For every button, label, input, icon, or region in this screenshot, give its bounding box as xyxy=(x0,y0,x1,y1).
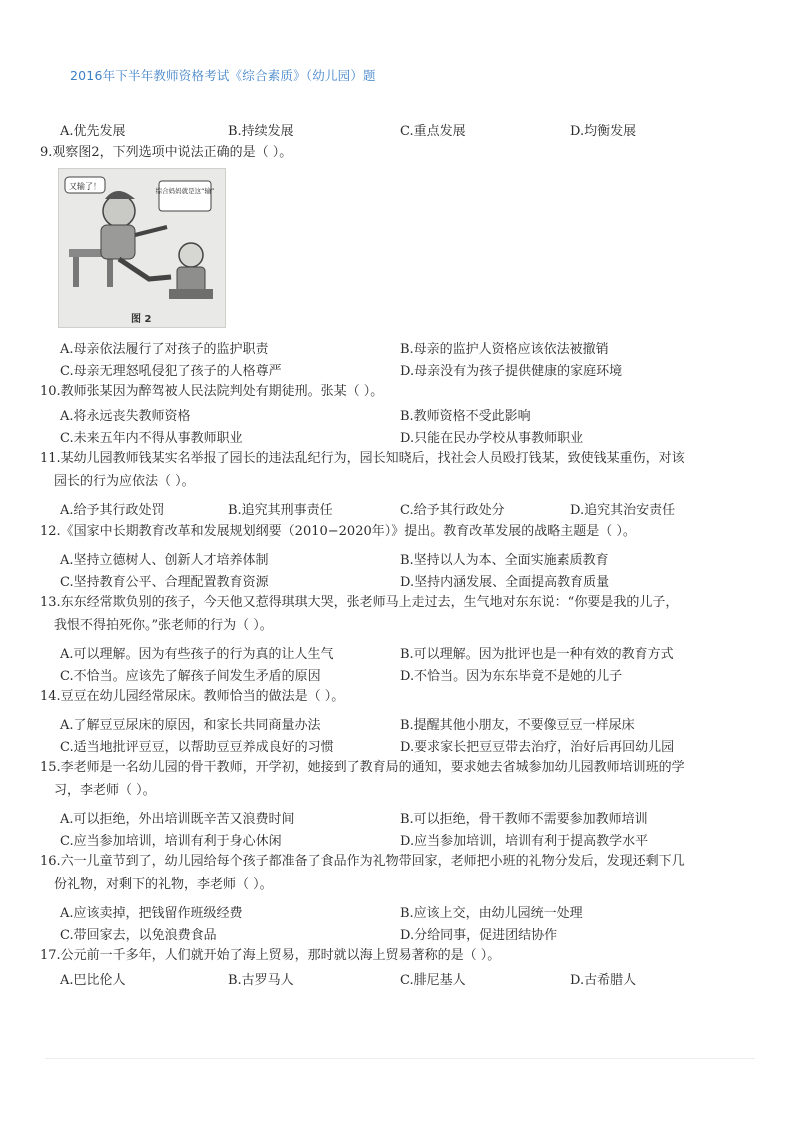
option-c[interactable]: C.给予其行政处分 xyxy=(400,503,505,518)
options-row xyxy=(40,403,760,425)
option-d[interactable]: D.只能在民办学校从事教师职业 xyxy=(400,430,584,446)
options-row xyxy=(40,547,760,569)
question-list xyxy=(40,118,760,990)
option-a[interactable]: A.给予其行政处罚 xyxy=(60,503,165,518)
option-c[interactable]: C.带回家去，以免浪费食品 xyxy=(60,927,217,943)
option-d[interactable]: D.古希腊人 xyxy=(570,973,637,988)
question-stem: 17.公元前一千多年，人们就开始了海上贸易，那时就以海上贸易著称的是（ ）。 xyxy=(40,948,501,963)
options-row xyxy=(40,806,760,828)
option-b[interactable]: B.应该上交，由幼儿园统一处理 xyxy=(400,905,583,921)
option-b[interactable]: B.可以理解。因为批评也是一种有效的教育方式 xyxy=(400,646,674,662)
option-c[interactable]: C.母亲无理怒吼侵犯了孩子的人格尊严 xyxy=(60,363,282,379)
option-a[interactable]: A.坚持立德树人、创新人才培养体制 xyxy=(60,552,269,568)
question-stem-line-1: 15.李老师是一名幼儿园的骨干教师，开学初，她接到了教育局的通知，要求她去省城参加幼儿园教师培训班的学 xyxy=(40,760,685,775)
option-a[interactable]: A.可以拒绝，外出培训既辛苦又浪费时间 xyxy=(60,811,295,827)
bubble-text-2: 综合妈妈就是这“输” xyxy=(155,187,215,195)
option-d[interactable]: D.应当参加培训，培训有利于提高教学水平 xyxy=(400,833,649,849)
question-16 xyxy=(40,850,760,944)
question-stem xyxy=(40,850,760,896)
option-d[interactable]: D.追究其治安责任 xyxy=(570,503,676,518)
option-a[interactable]: A.可以理解。因为有些孩子的行为真的让人生气 xyxy=(60,646,334,662)
page-header-title: 2016年下半年教师资格考试《综合素质》（幼儿园）题 xyxy=(70,68,376,83)
question-stem-line-2: 我恨不得拍死你。”张老师的行为（ ）。 xyxy=(54,618,273,633)
option-b[interactable]: B.提醒其他小朋友，不要像豆豆一样尿床 xyxy=(400,717,635,733)
option-d[interactable]: D.要求家长把豆豆带去治疗，治好后再回幼儿园 xyxy=(400,739,675,755)
option-c[interactable]: C.应当参加培训，培训有利于身心休闲 xyxy=(60,833,282,849)
question-stem-line-1: 13.东东经常欺负别的孩子，今天他又惹得琪琪大哭，张老师马上走过去，生气地对东东说：“你要是我的儿子， xyxy=(40,595,679,610)
option-a[interactable]: A.优先发展 xyxy=(60,124,126,139)
options-row xyxy=(40,118,760,141)
question-15 xyxy=(40,756,760,850)
question-stem-line-2: 园长的行为应依法（ ）。 xyxy=(54,474,195,489)
question-17 xyxy=(40,944,760,990)
option-c[interactable]: C.重点发展 xyxy=(400,124,466,139)
option-b[interactable]: B.坚持以人为本、全面实施素质教育 xyxy=(400,552,609,568)
options-row xyxy=(40,734,760,756)
options-row xyxy=(40,663,760,685)
options-row xyxy=(40,358,760,380)
question-13 xyxy=(40,591,760,685)
options-row xyxy=(40,828,760,850)
options-row xyxy=(40,425,760,447)
options-row xyxy=(40,712,760,734)
question-stem xyxy=(40,447,760,493)
options-row xyxy=(40,497,760,520)
option-c[interactable]: C.未来五年内不得从事教师职业 xyxy=(60,430,243,446)
option-b[interactable]: B.教师资格不受此影响 xyxy=(400,408,531,424)
option-b[interactable]: B.持续发展 xyxy=(228,124,294,139)
option-d[interactable]: D.母亲没有为孩子提供健康的家庭环境 xyxy=(400,363,623,379)
option-b[interactable]: B.母亲的监护人资格应该依法被撤销 xyxy=(400,341,609,357)
question-11 xyxy=(40,447,760,520)
options-row xyxy=(40,967,760,990)
figure-caption: 图 2 xyxy=(131,314,152,325)
option-a[interactable]: A.了解豆豆尿床的原因，和家长共同商量办法 xyxy=(60,717,321,733)
option-d[interactable]: D.坚持内涵发展、全面提高教育质量 xyxy=(400,574,610,590)
option-d[interactable]: D.分给同事，促进团结协作 xyxy=(400,927,558,943)
option-a[interactable]: A.母亲依法履行了对孩子的监护职责 xyxy=(60,341,269,357)
cartoon-illustration xyxy=(59,169,225,327)
option-b[interactable]: B.古罗马人 xyxy=(228,973,294,988)
option-d[interactable]: D.均衡发展 xyxy=(570,124,637,139)
question-10 xyxy=(40,380,760,447)
option-d[interactable]: D.不恰当。因为东东毕竟不是她的儿子 xyxy=(400,668,623,684)
footer-divider xyxy=(45,1058,755,1059)
question-stem xyxy=(40,756,760,802)
option-a[interactable]: A.应该卖掉，把钱留作班级经费 xyxy=(60,905,243,921)
question-stem: 12.《国家中长期教育改革和发展规划纲要（2010−2020年）》提出。教育改革发展的战略主题是（ ）。 xyxy=(40,524,636,539)
question-stem: 14.豆豆在幼儿园经常尿床。教师恰当的做法是（ ）。 xyxy=(40,689,345,704)
options-row xyxy=(40,922,760,944)
question-9 xyxy=(40,141,760,380)
question-stem xyxy=(40,591,760,637)
bubble-text-1: 又输了！ xyxy=(69,182,101,191)
option-b[interactable]: B.可以拒绝，骨干教师不需要参加教师培训 xyxy=(400,811,648,827)
options-row xyxy=(40,336,760,358)
options-row xyxy=(40,641,760,663)
question-8 xyxy=(40,118,760,141)
question-stem-line-2: 习，李老师（ ）。 xyxy=(54,783,156,798)
question-14 xyxy=(40,685,760,756)
question-stem-line-1: 16.六一儿童节到了，幼儿园给每个孩子都准备了食品作为礼物带回家，老师把小班的礼物分发后，发现还剩下几 xyxy=(40,854,685,869)
options-row xyxy=(40,900,760,922)
figure-2-cartoon xyxy=(58,168,226,328)
question-stem: 10.教师张某因为醉驾被人民法院判处有期徒刑。张某（ ）。 xyxy=(40,384,384,399)
options-row xyxy=(40,569,760,591)
option-a[interactable]: A.巴比伦人 xyxy=(60,973,126,988)
question-stem-line-2: 份礼物，对剩下的礼物，李老师（ ）。 xyxy=(54,877,273,892)
question-stem-line-1: 11.某幼儿园教师钱某实名举报了园长的违法乱纪行为，园长知晓后，找社会人员殴打钱某，致使钱某重伤，对该 xyxy=(40,451,685,466)
option-a[interactable]: A.将永远丧失教师资格 xyxy=(60,408,191,424)
question-12 xyxy=(40,520,760,591)
option-b[interactable]: B.追究其刑事责任 xyxy=(228,503,333,518)
option-c[interactable]: C.坚持教育公平、合理配置教育资源 xyxy=(60,574,269,590)
option-c[interactable]: C.适当地批评豆豆，以帮助豆豆养成良好的习惯 xyxy=(60,739,334,755)
option-c[interactable]: C.不恰当。应该先了解孩子间发生矛盾的原因 xyxy=(60,668,321,684)
question-stem: 9.观察图2，下列选项中说法正确的是（ ）。 xyxy=(40,145,293,160)
option-c[interactable]: C.腓尼基人 xyxy=(400,973,466,988)
